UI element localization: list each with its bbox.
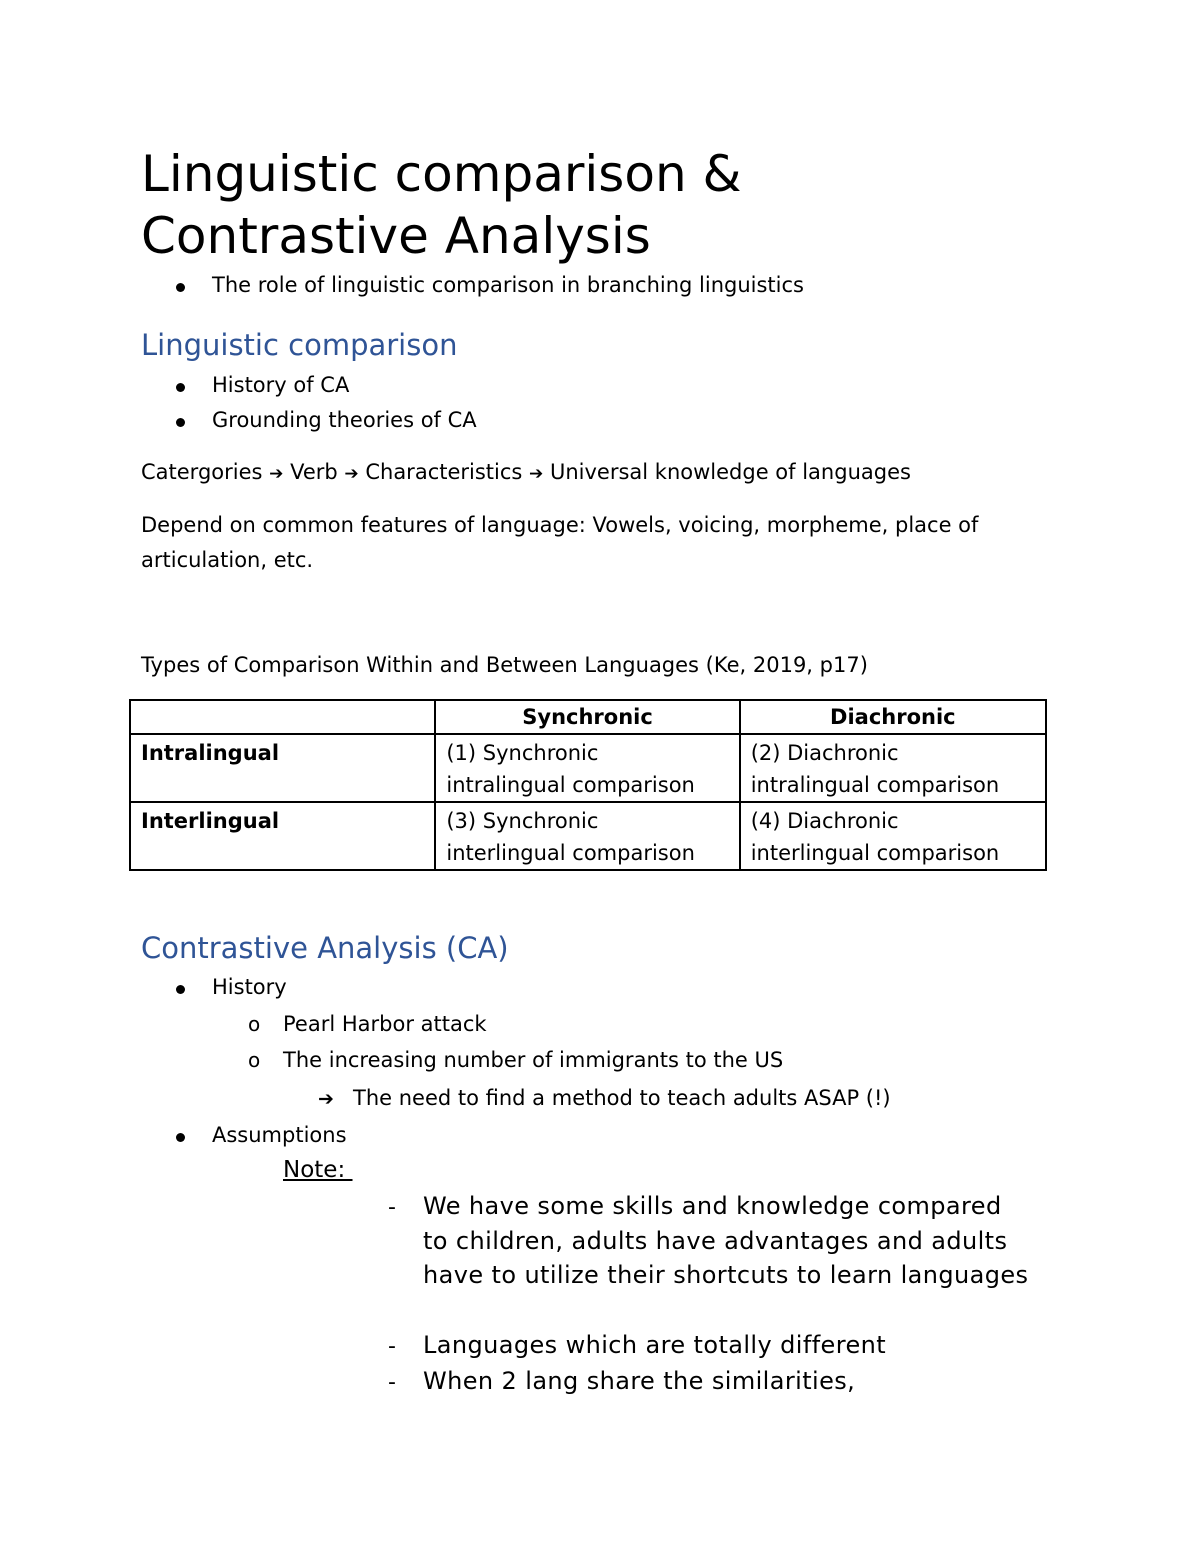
chain-item: Verb — [290, 460, 338, 484]
table-cell — [740, 734, 1046, 802]
bullet-grounding-theories: Grounding theories of CA — [212, 408, 477, 432]
table-cell — [435, 734, 739, 802]
chain-item: Universal knowledge of languages — [549, 460, 911, 484]
table-cell — [740, 802, 1046, 870]
table-cell-line: (1) Synchronic — [446, 741, 599, 765]
bullet-dot — [176, 1133, 185, 1142]
table-cell-line: (2) Diachronic — [750, 741, 899, 765]
circle-bullet-icon: o — [248, 1012, 261, 1036]
doc-title-line-1: Linguistic comparison & — [141, 145, 742, 203]
sub-bullet-immigrants: The increasing number of immigrants to the US — [283, 1048, 784, 1072]
comparison-types-table — [129, 699, 1047, 871]
table-row — [130, 734, 1046, 802]
sub-bullet-pearl-harbor: Pearl Harbor attack — [283, 1012, 487, 1036]
bullet-dot — [176, 418, 185, 427]
table-cell-line: intralingual comparison — [446, 773, 695, 797]
table-cell-line: (4) Diachronic — [750, 809, 899, 833]
table-row — [130, 802, 1046, 870]
table-cell — [435, 802, 739, 870]
arrow-icon: ➔ — [318, 1088, 334, 1110]
table-header-row — [130, 700, 1046, 734]
arrow-icon: ➔ — [529, 464, 544, 484]
dash-bullet-icon: - — [388, 1334, 396, 1359]
note-item: When 2 lang share the similarities, — [423, 1367, 856, 1395]
dash-bullet-icon: - — [388, 1370, 396, 1395]
chain-item: Catergories — [141, 460, 263, 484]
bullet-dot — [176, 985, 185, 994]
table-header-cell — [130, 700, 435, 734]
bullet-dot — [176, 383, 185, 392]
table-header-cell: Synchronic — [435, 700, 739, 734]
note-label: Note: — [283, 1157, 353, 1183]
arrow-icon: ➔ — [269, 464, 284, 484]
table-row-header: Intralingual — [130, 734, 435, 802]
intro-bullet-text: The role of linguistic comparison in branching linguistics — [212, 273, 804, 297]
chain-item: Characteristics — [365, 460, 523, 484]
bullet-history-of-ca: History of CA — [212, 373, 350, 397]
doc-title-line-2: Contrastive Analysis — [141, 207, 651, 265]
table-cell-line: interlingual comparison — [446, 841, 695, 865]
depend-paragraph-line-2: articulation, etc. — [141, 548, 314, 572]
table-cell-line: intralingual comparison — [750, 773, 1000, 797]
section-heading-contrastive-analysis: Contrastive Analysis (CA) — [141, 931, 509, 965]
dash-bullet-icon: - — [388, 1195, 396, 1220]
section-heading-linguistic-comparison: Linguistic comparison — [141, 328, 458, 362]
depend-paragraph-line-1: Depend on common features of language: Vowels, voicing, morpheme, place of — [141, 513, 979, 537]
note-item: We have some skills and knowledge compared to children, adults have advantages and adults have to utilize their shortcuts to learn languages — [423, 1192, 1029, 1289]
table-cell-line: (3) Synchronic — [446, 809, 599, 833]
table-header-cell: Diachronic — [740, 700, 1046, 734]
categories-chain — [141, 460, 911, 484]
table-caption: Types of Comparison Within and Between Languages (Ke, 2019, p17) — [141, 653, 868, 677]
table-row-header: Interlingual — [130, 802, 435, 870]
table-cell-line: interlingual comparison — [750, 841, 1000, 865]
bullet-history: History — [212, 975, 287, 999]
note-item: Languages which are totally different — [423, 1331, 887, 1359]
circle-bullet-icon: o — [248, 1048, 261, 1072]
bullet-assumptions: Assumptions — [212, 1123, 347, 1147]
bullet-dot — [176, 283, 185, 292]
history-result-line: The need to find a method to teach adults ASAP (!) — [353, 1086, 891, 1110]
arrow-icon: ➔ — [344, 464, 359, 484]
